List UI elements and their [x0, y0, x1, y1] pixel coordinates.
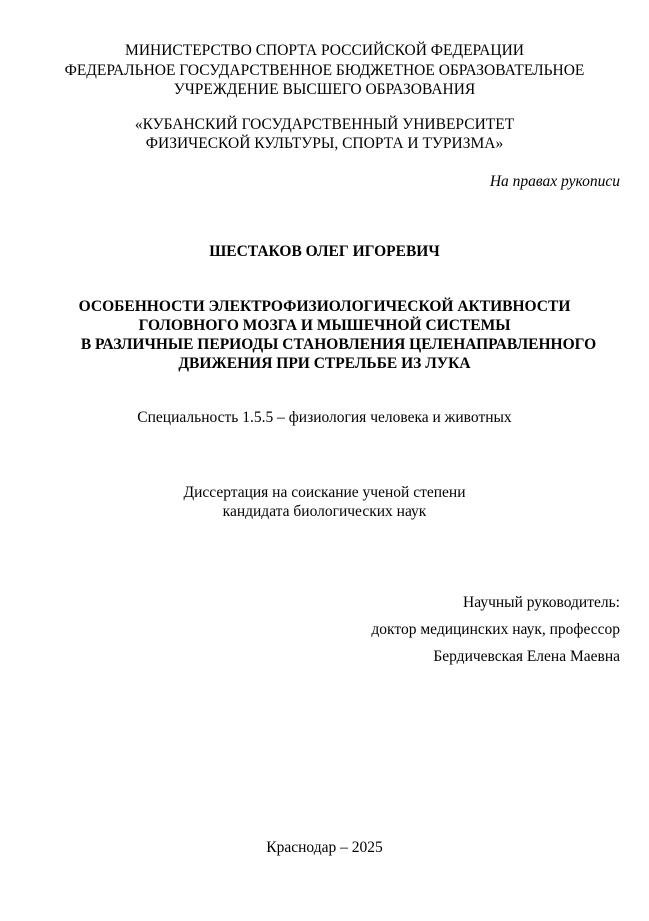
supervisor-degree: доктор медицинских наук, профессор [371, 621, 620, 638]
title-line-2: ГОЛОВНОГО МОЗГА И МЫШЕЧНОЙ СИСТЕМЫ [138, 317, 511, 334]
institution-type-line: ФЕДЕРАЛЬНОЕ ГОСУДАРСТВЕННОЕ БЮДЖЕТНОЕ ОБРАЗОВАТЕЛЬНОЕ [64, 62, 585, 79]
ministry-line: МИНИСТЕРСТВО СПОРТА РОССИЙСКОЙ ФЕДЕРАЦИИ [125, 42, 524, 59]
dissertation-degree-line-1: Диссертация на соискание ученой степени [183, 484, 466, 501]
title-line-1: ОСОБЕННОСТИ ЭЛЕКТРОФИЗИОЛОГИЧЕСКОЙ АКТИВНОСТИ [78, 298, 571, 315]
supervisor-label: Научный руководитель: [463, 594, 620, 611]
manuscript-rights-note: На правах рукописи [489, 173, 620, 190]
supervisor-name: Бердичевская Елена Маевна [433, 648, 620, 665]
university-name-line-2: ФИЗИЧЕСКОЙ КУЛЬТУРЫ, СПОРТА И ТУРИЗМА» [145, 135, 504, 152]
author-name: ШЕСТАКОВ ОЛЕГ ИГОРЕВИЧ [209, 243, 440, 260]
title-line-4: ДВИЖЕНИЯ ПРИ СТРЕЛЬБЕ ИЗ ЛУКА [178, 355, 471, 372]
title-line-3: В РАЗЛИЧНЫЕ ПЕРИОДЫ СТАНОВЛЕНИЯ ЦЕЛЕНАПРАВЛЕННОГО [80, 336, 597, 353]
city-year: Краснодар – 2025 [266, 839, 383, 856]
dissertation-degree-line-2: кандидата биологических наук [222, 503, 427, 520]
specialty: Специальность 1.5.5 – физиология человека и животных [137, 409, 512, 426]
university-name-line-1: «КУБАНСКИЙ ГОСУДАРСТВЕННЫЙ УНИВЕРСИТЕТ [134, 116, 515, 133]
institution-level-line: УЧРЕЖДЕНИЕ ВЫСШЕГО ОБРАЗОВАНИЯ [173, 81, 476, 98]
